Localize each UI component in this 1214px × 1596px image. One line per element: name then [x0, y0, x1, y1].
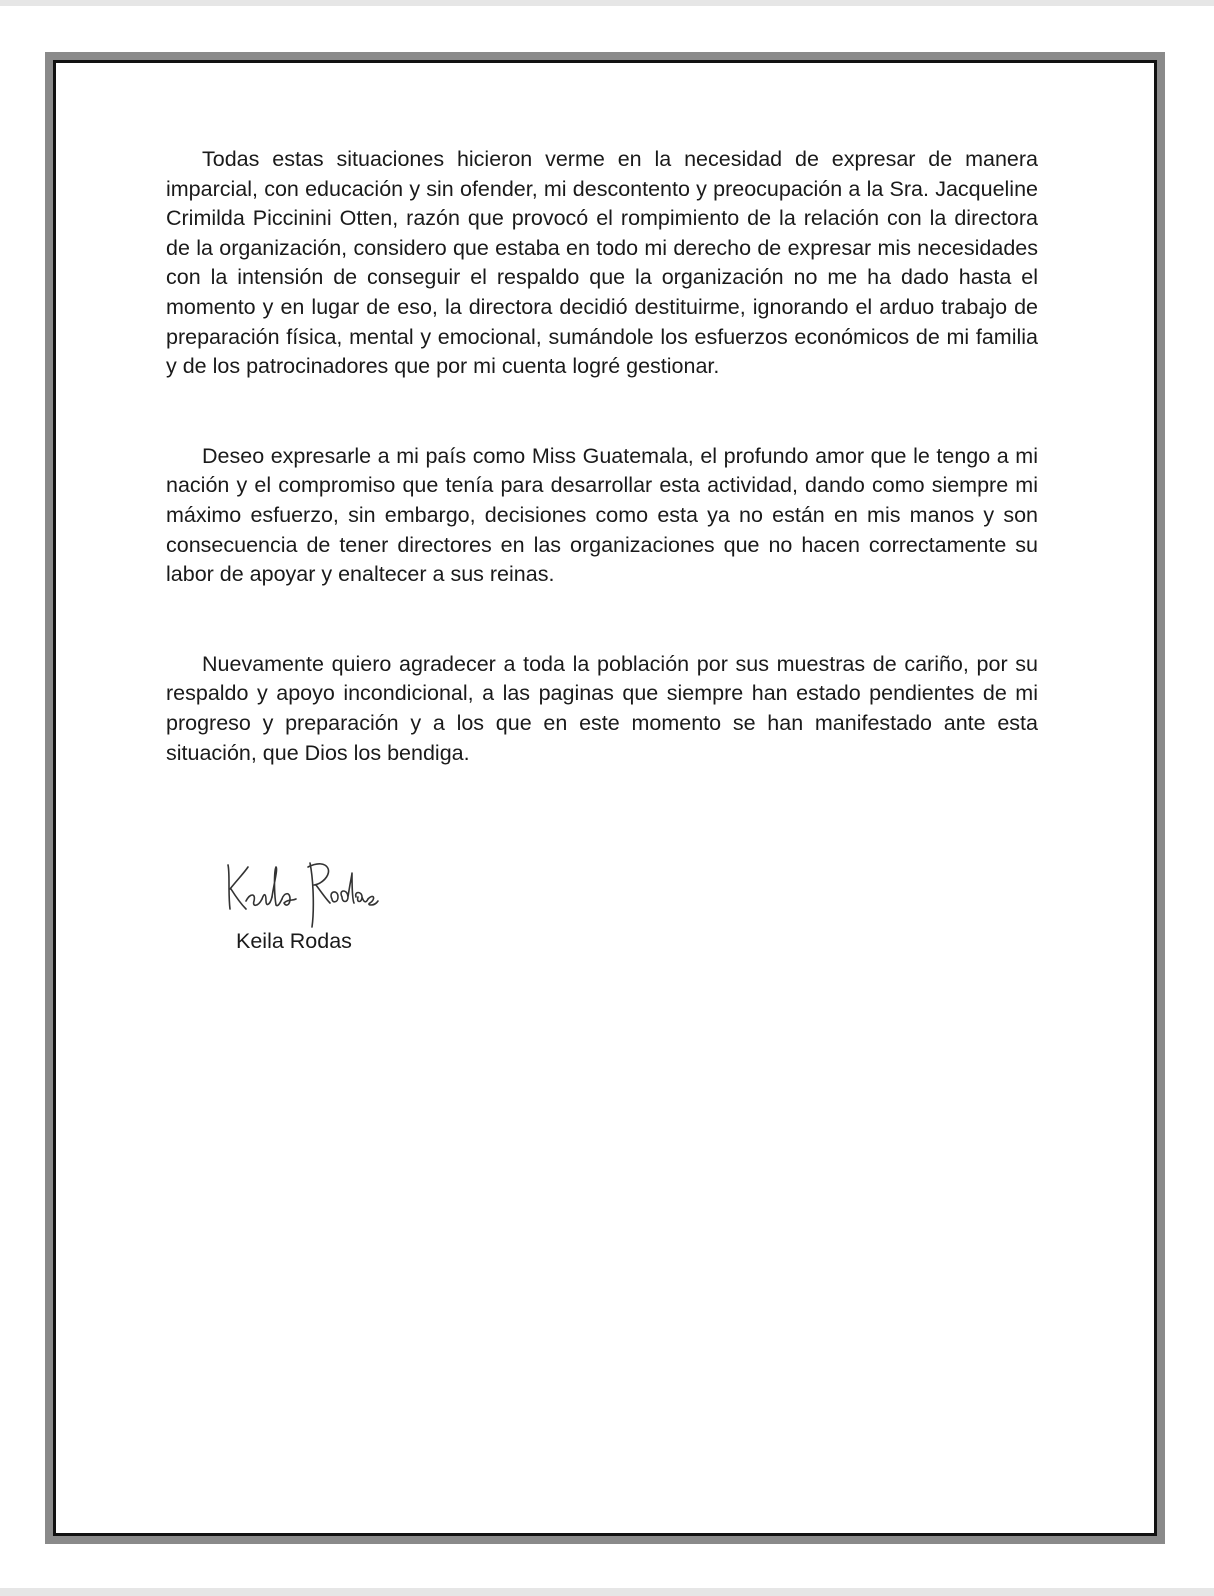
letter-body: [166, 145, 1038, 768]
paragraph-1: Todas estas situaciones hicieron verme en la necesidad de expresar de manera imparcial, con educación y sin ofender, mi descontento y preocupación a la Sra. Jacqueline Crimilda Piccinini Otten, razón que provocó el rompimiento de la relación con la directora de la organización, considero que estaba en todo mi derecho de expresar mis necesidades con la intensión de conseguir el respaldo que la organización no me ha dado hasta el momento y en lugar de eso, la directora decidió destituirme, ignorando el arduo trabajo de preparación física, mental y emocional, sumándole los esfuerzos económicos de mi familia y de los patrocinadores que por mi cuenta logré gestionar.: [166, 147, 1038, 379]
bottom-background-band: [0, 1588, 1214, 1596]
paragraph-2: Deseo expresarle a mi país como Miss Guatemala, el profundo amor que le tengo a mi nación y el compromiso que tenía para desarrollar esta actividad, dando como siempre mi máximo esfuerzo, sin embargo, decisiones como esta ya no están en mis manos y son consecuencia de tener directores en las organizaciones que no hacen correctamente su labor de apoyar y enaltecer a sus reinas.: [166, 443, 1038, 587]
signer-name: Keila Rodas: [236, 929, 352, 953]
top-background-band: [0, 0, 1214, 6]
document-page: [53, 60, 1157, 1536]
paragraph-3: Nuevamente quiero agradecer a toda la población por sus muestras de cariño, por su respaldo y apoyo incondicional, a las paginas que siempre han estado pendientes de mi progreso y preparación y a los que en este momento se han manifestado ante esta situación, que Dios los bendiga.: [166, 651, 1038, 765]
document-page-frame: [45, 52, 1165, 1544]
handwritten-signature: [218, 853, 398, 933]
